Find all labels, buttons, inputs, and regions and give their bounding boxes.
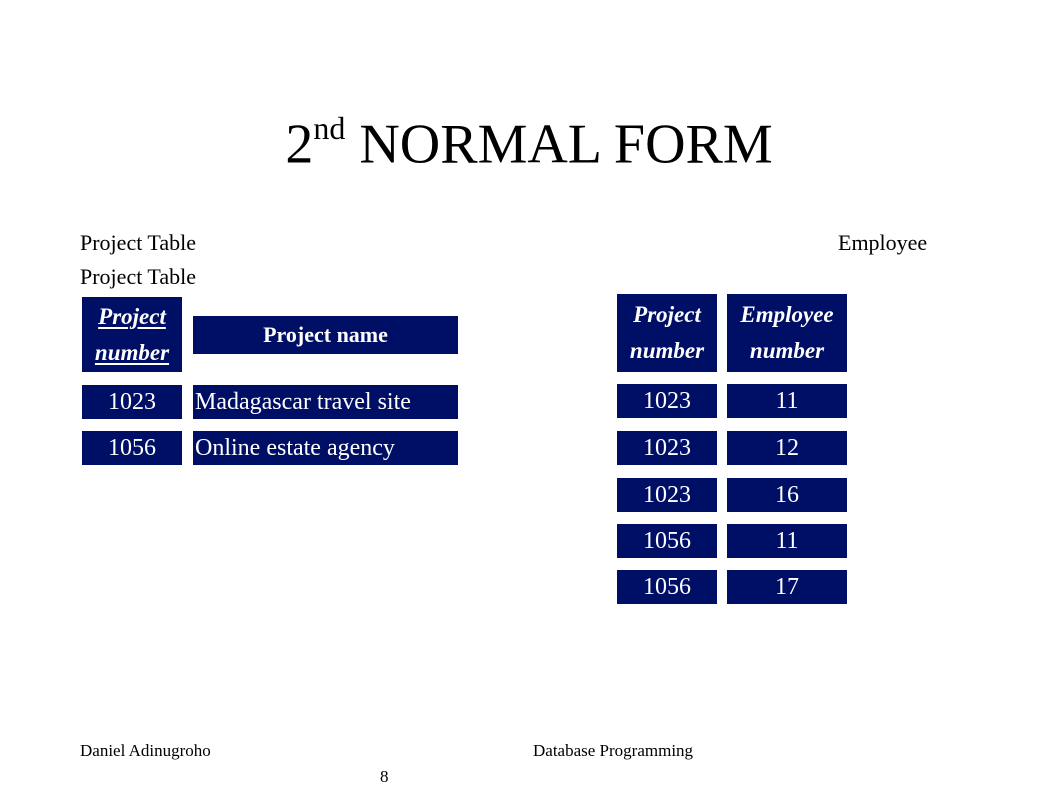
employee-project-cell: 1023 xyxy=(617,478,717,512)
footer-course: Database Programming xyxy=(533,741,694,760)
slide-title xyxy=(0,96,1058,181)
employee-number-cell: 11 xyxy=(727,524,847,558)
label-project-table-1: Project Table xyxy=(80,230,196,255)
project-number-cell: 1023 xyxy=(82,385,182,419)
footer-author: Daniel Adinugroho xyxy=(80,741,211,760)
employee-number-cell: 12 xyxy=(727,431,847,465)
employee-project-header-line1: Project xyxy=(633,302,701,327)
project-number-header xyxy=(82,297,182,372)
employee-project-number-header xyxy=(617,294,717,372)
project-number-header-line2: number xyxy=(94,339,170,365)
employee-project-cell: 1056 xyxy=(617,524,717,558)
project-name-header: Project name xyxy=(193,316,458,354)
title-rest: NORMAL FORM xyxy=(345,113,773,176)
label-project-table-2: Project Table xyxy=(80,264,196,289)
employee-number-cell: 16 xyxy=(727,478,847,512)
title-superscript: nd xyxy=(313,110,346,146)
employee-number-cell: 11 xyxy=(727,384,847,418)
employee-project-cell: 1023 xyxy=(617,384,717,418)
employee-number-header-line1: Employee xyxy=(740,302,834,327)
project-name-cell: Online estate agency xyxy=(193,431,458,465)
employee-number-cell: 17 xyxy=(727,570,847,604)
employee-project-header-line2: number xyxy=(629,338,705,363)
project-number-header-line1: Project xyxy=(98,303,166,329)
project-name-cell: Madagascar travel site xyxy=(193,385,458,419)
title-main: 2 xyxy=(285,113,314,176)
employee-project-cell: 1023 xyxy=(617,431,717,465)
footer-page-number: 8 xyxy=(380,767,389,786)
employee-number-header xyxy=(727,294,847,372)
label-employee: Employee xyxy=(838,230,928,255)
employee-number-header-line2: number xyxy=(749,338,825,363)
employee-project-cell: 1056 xyxy=(617,570,717,604)
project-number-cell: 1056 xyxy=(82,431,182,465)
